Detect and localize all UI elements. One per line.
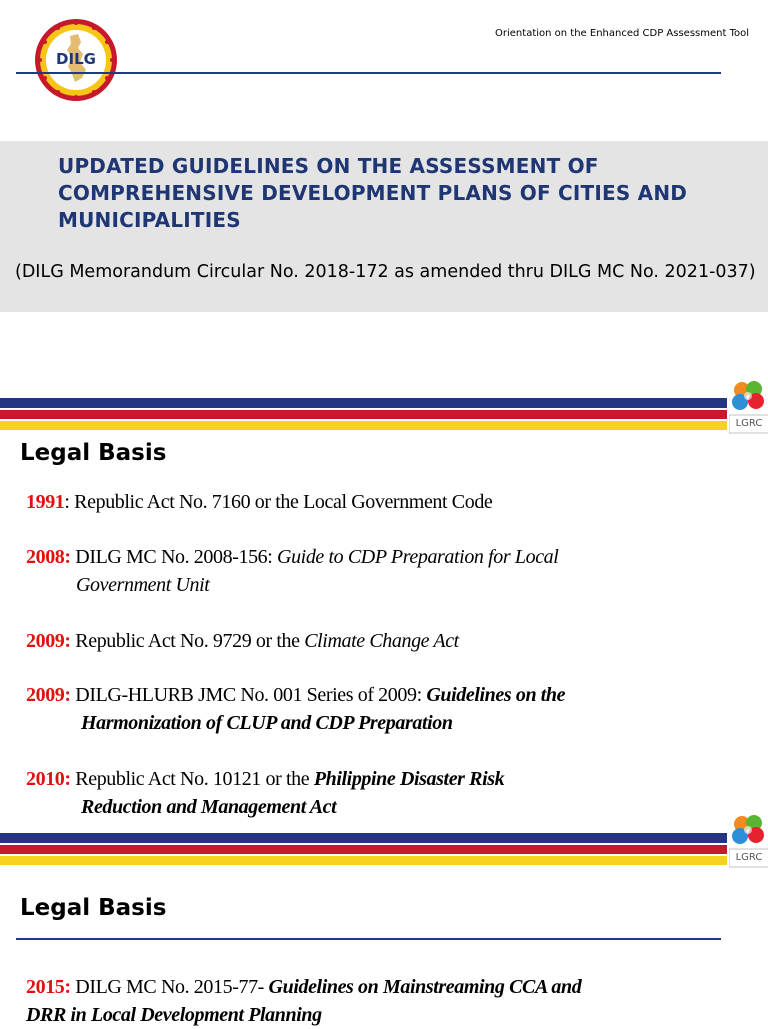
- entry-year: 2009:: [26, 630, 71, 652]
- entry-text: Republic Act No. 9729 or the: [75, 630, 305, 652]
- entry-title-continued: Government Unit: [76, 574, 210, 596]
- slide-title: UPDATED GUIDELINES ON THE ASSESSMENT OF COMPREHENSIVE DEVELOPMENT PLANS OF CITIES AND MUNICIPALITIES: [58, 154, 688, 232]
- header-caption: Orientation on the Enhanced CDP Assessment Tool: [495, 28, 749, 39]
- legal-basis-entry: [26, 627, 726, 655]
- legal-basis-entry: [26, 973, 726, 1029]
- entry-title-continued: Reduction and Management Act: [81, 796, 337, 818]
- entry-title: Philippine Disaster Risk: [313, 768, 505, 790]
- dilg-logo: [34, 18, 118, 102]
- section-divider: [16, 938, 721, 940]
- entry-text: Republic Act No. 10121 or the: [75, 768, 314, 790]
- legal-basis-entry: 1991: Republic Act No. 7160 or the Local Government Code: [26, 491, 493, 513]
- lgrc-logo-text: LGRC: [735, 852, 763, 863]
- flag-stripes: [0, 833, 727, 865]
- lgrc-logo: [729, 378, 768, 434]
- entry-title: Guidelines on the: [426, 684, 566, 706]
- entry-year: 2009:: [26, 684, 71, 706]
- entry-text: DILG MC No. 2015-77-: [75, 976, 269, 998]
- flag-stripes: [0, 398, 727, 430]
- entry-year: 2015:: [26, 976, 71, 998]
- legal-basis-entry: [26, 681, 726, 737]
- entry-year: 2008:: [26, 546, 71, 568]
- entry-title-continued: Harmonization of CLUP and CDP Preparation: [81, 712, 453, 734]
- entry-text: DILG MC No. 2008-156:: [75, 546, 278, 568]
- lgrc-logo-text: LGRC: [735, 418, 763, 429]
- legal-basis-entry: [26, 765, 726, 821]
- entry-title: Guide to CDP Preparation for Local: [277, 546, 559, 568]
- entry-text: Republic Act No. 7160 or the Local Government Code: [74, 491, 493, 513]
- entry-title: Guidelines on Mainstreaming CCA and: [268, 976, 582, 998]
- entry-year: 2010:: [26, 768, 71, 790]
- section-heading-legal-basis: Legal Basis: [20, 895, 167, 921]
- dilg-logo-text: DILG: [56, 50, 96, 68]
- slide-subtitle: (DILG Memorandum Circular No. 2018-172 as amended thru DILG MC No. 2021-037): [15, 262, 756, 282]
- legal-basis-entry: [26, 543, 726, 599]
- lgrc-logo: [729, 812, 768, 868]
- entry-year: 1991: [26, 491, 65, 513]
- entry-title-continued: DRR in Local Development Planning: [26, 1004, 322, 1026]
- entry-text: DILG-HLURB JMC No. 001 Series of 2009:: [75, 684, 427, 706]
- header-divider: [16, 72, 721, 74]
- section-heading-legal-basis: Legal Basis: [20, 440, 167, 466]
- entry-title: Climate Change Act: [304, 630, 459, 652]
